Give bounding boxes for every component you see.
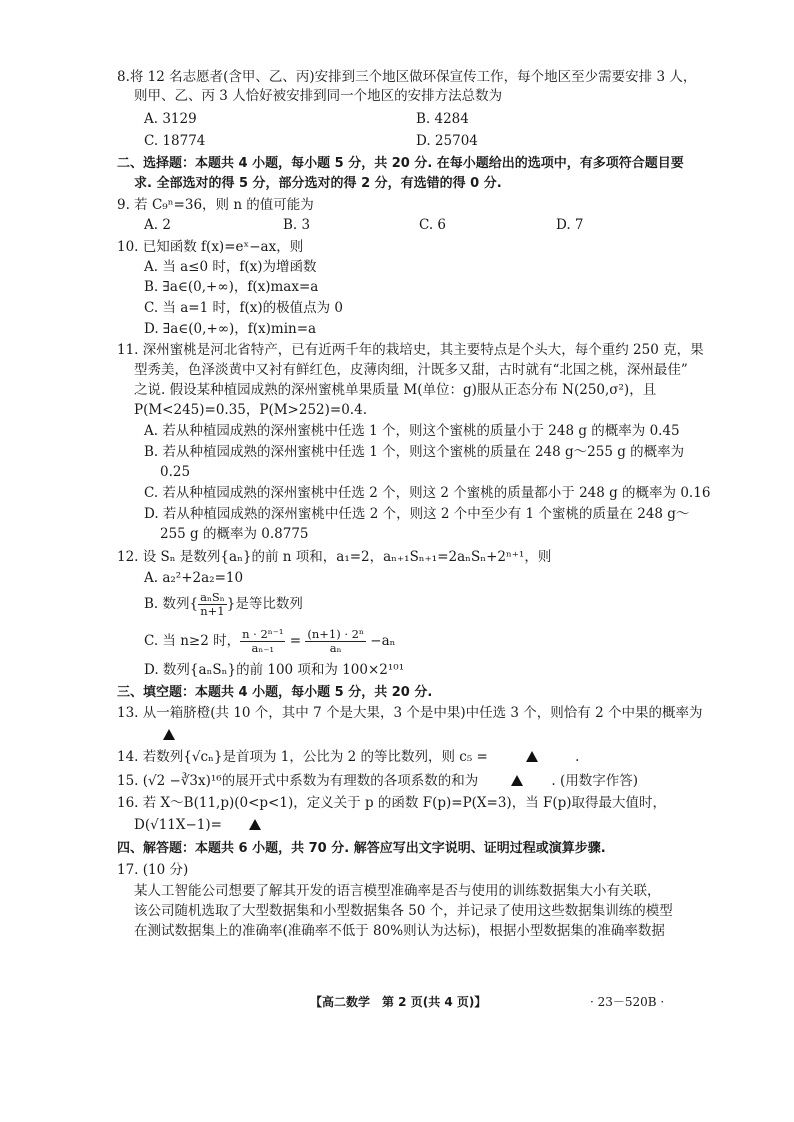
q13-stem: 13. 从一箱脐橙(共 10 个，其中 7 个是大果，3 个是中果)中任选 3 个，则恰有 2 个中果的概率为 [117, 705, 703, 721]
q15-stem: 15. (√2 −∛3x)¹⁶的展开式中系数为有理数的各项系数的和为 [117, 773, 479, 789]
q17-paragraph-line2: 该公司随机选取了大型数据集和小型数据集各 50 个，并记录了使用这些数据集训练的模型 [134, 903, 673, 919]
q11-stem-line1: 11. 深州蜜桃是河北省特产，已有近两千年的栽培史，其主要特点是个头大，每个重约 250 克，果 [117, 342, 704, 358]
q8-option-d: D. 25704 [416, 133, 478, 149]
q12-b-suffix: }是等比数列 [226, 596, 303, 612]
q10-option-c: C. 当 a=1 时，f(x)的极值点为 0 [144, 300, 343, 316]
q12-option-d: D. 数列{aₙSₙ}的前 100 项和为 100×2¹⁰¹ [144, 662, 405, 678]
q12-b-denominator: n+1 [200, 604, 225, 618]
q8-option-a: A. 3129 [144, 111, 197, 127]
q12-b-fraction [198, 591, 227, 618]
footer-page-info: 【高二数学 第 2 页(共 4 页)】 [310, 995, 487, 1009]
q12-c-prefix: C. 当 n≥2 时， [144, 633, 241, 649]
q10-option-a: A. 当 a≤0 时，f(x)为增函数 [144, 259, 317, 275]
q12-option-a: A. a₂²+2a₂=10 [144, 570, 244, 586]
q14-suffix: . [575, 749, 580, 765]
q10-stem: 10. 已知函数 f(x)=eˣ−ax，则 [117, 239, 304, 255]
q11-stem-line4: P(M<245)=0.35，P(M>252)=0.4. [134, 402, 367, 418]
q17-paragraph-line1: 某人工智能公司想要了解其开发的语言模型准确率是否与使用的训练数据集大小有关联， [134, 883, 661, 899]
q12-c-numerator-2: (n+1) · 2ⁿ [307, 627, 364, 641]
q12-c-fraction-1 [240, 628, 285, 655]
section-3-heading: 三、填空题：本题共 4 小题，每小题 5 分，共 20 分. [117, 685, 433, 700]
q11-option-a: A. 若从种植园成熟的深州蜜桃中任选 1 个，则这个蜜桃的质量小于 248 g 的概率为 0.45 [144, 423, 680, 439]
q12-c-denominator-2: aₙ [329, 641, 342, 655]
q16-stem-line2 [134, 816, 261, 835]
q12-c-denominator-1: aₙ₋₁ [251, 641, 275, 655]
q9-option-c: C. 6 [419, 217, 447, 233]
q12-c-numerator-1: n · 2ⁿ⁻¹ [242, 627, 284, 641]
q11-option-c: C. 若从种植园成熟的深州蜜桃中任选 2 个，则这 2 个蜜桃的质量都小于 248 g 的概率为 0.16 [144, 485, 711, 501]
q12-option-c [144, 628, 395, 655]
answer-triangle-icon [163, 729, 175, 740]
q8-option-c: C. 18774 [144, 133, 206, 149]
q12-option-b [144, 591, 303, 618]
answer-triangle-icon [511, 775, 523, 786]
q10-option-b: B. ∃a∈(0,+∞)，f(x)max=a [144, 279, 319, 295]
q11-option-d: D. 若从种植园成熟的深州蜜桃中任选 2 个，则这 2 个中至少有 1 个蜜桃的质量在 248 g～ [144, 506, 690, 522]
q11-stem-line3: 之说. 假设某种植园成熟的深州蜜桃单果质量 M(单位：g)服从正态分布 N(250,σ²)，且 [134, 382, 657, 398]
q8-stem-line1: 8.将 12 名志愿者(含甲、乙、丙)安排到三个地区做环保宣传工作，每个地区至少需要安排 3 人， [117, 69, 697, 85]
q12-c-suffix: −aₙ [365, 633, 396, 649]
section-4-heading: 四、解答题：本题共 6 小题，共 70 分. 解答应写出文字说明、证明过程或演算步骤. [117, 841, 606, 856]
q12-c-equals: = [285, 633, 306, 649]
q13-answer-blank [163, 726, 175, 745]
q9-option-d: D. 7 [556, 217, 584, 233]
q8-stem-line2: 则甲、乙、丙 3 人恰好被安排到同一个地区的安排方法总数为 [134, 88, 503, 104]
q16-expression: D(√11X−1)= [134, 817, 222, 833]
q11-option-b-cont: 0.25 [160, 464, 191, 480]
q12-b-numerator: aₙSₙ [200, 590, 225, 604]
q14-stem: 14. 若数列{√cₙ}是首项为 1，公比为 2 的等比数列，则 c₅ = [117, 749, 488, 765]
q12-b-prefix: B. 数列{ [144, 596, 199, 612]
q15-line [117, 772, 638, 791]
q10-option-d: D. ∃a∈(0,+∞)，f(x)min=a [144, 321, 317, 337]
q11-option-d-cont: 255 g 的概率为 0.8775 [160, 526, 309, 542]
q16-stem-line1: 16. 若 X～B(11,p)(0<p<1)，定义关于 p 的函数 F(p)=P(X=3)，当 F(p)取得最大值时， [117, 795, 667, 811]
section-2-heading: 二、选择题：本题共 4 小题，每小题 5 分，共 20 分. 在每小题给出的选项中，有多项符合题目要 [117, 156, 684, 171]
q17-heading: 17. (10 分) [117, 862, 189, 878]
q11-stem-line2: 型秀美，色泽淡黄中又衬有鲜红色，皮薄肉细，汁既多又甜，古时就有“北国之桃，深州最佳” [134, 362, 688, 378]
q9-option-b: B. 3 [283, 217, 311, 233]
q17-paragraph-line3: 在测试数据集上的准确率(准确率不低于 80%则认为达标)，根据小型数据集的准确率数据 [134, 923, 665, 939]
q14-line [117, 748, 579, 767]
q12-stem: 12. 设 Sₙ 是数列{aₙ}的前 n 项和，a₁=2，aₙ₊₁Sₙ₊₁=2aₙSₙ+2ⁿ⁺¹，则 [117, 549, 552, 565]
q12-c-fraction-2 [305, 628, 366, 655]
q9-option-a: A. 2 [144, 217, 171, 233]
q8-option-b: B. 4284 [416, 111, 469, 127]
q9-stem: 9. 若 C₉ⁿ=36，则 n 的值可能为 [117, 197, 314, 213]
section-2-heading-cont: 求. 全部选对的得 5 分，部分选对的得 2 分，有选错的得 0 分. [134, 176, 502, 191]
q11-option-b: B. 若从种植园成熟的深州蜜桃中任选 1 个，则这个蜜桃的质量在 248 g～255 g 的概率为 [144, 444, 685, 460]
answer-triangle-icon [526, 751, 538, 762]
footer-exam-code: · 23－520B · [590, 995, 665, 1009]
answer-triangle-icon [249, 819, 261, 830]
q15-suffix: . (用数字作答) [551, 773, 639, 789]
